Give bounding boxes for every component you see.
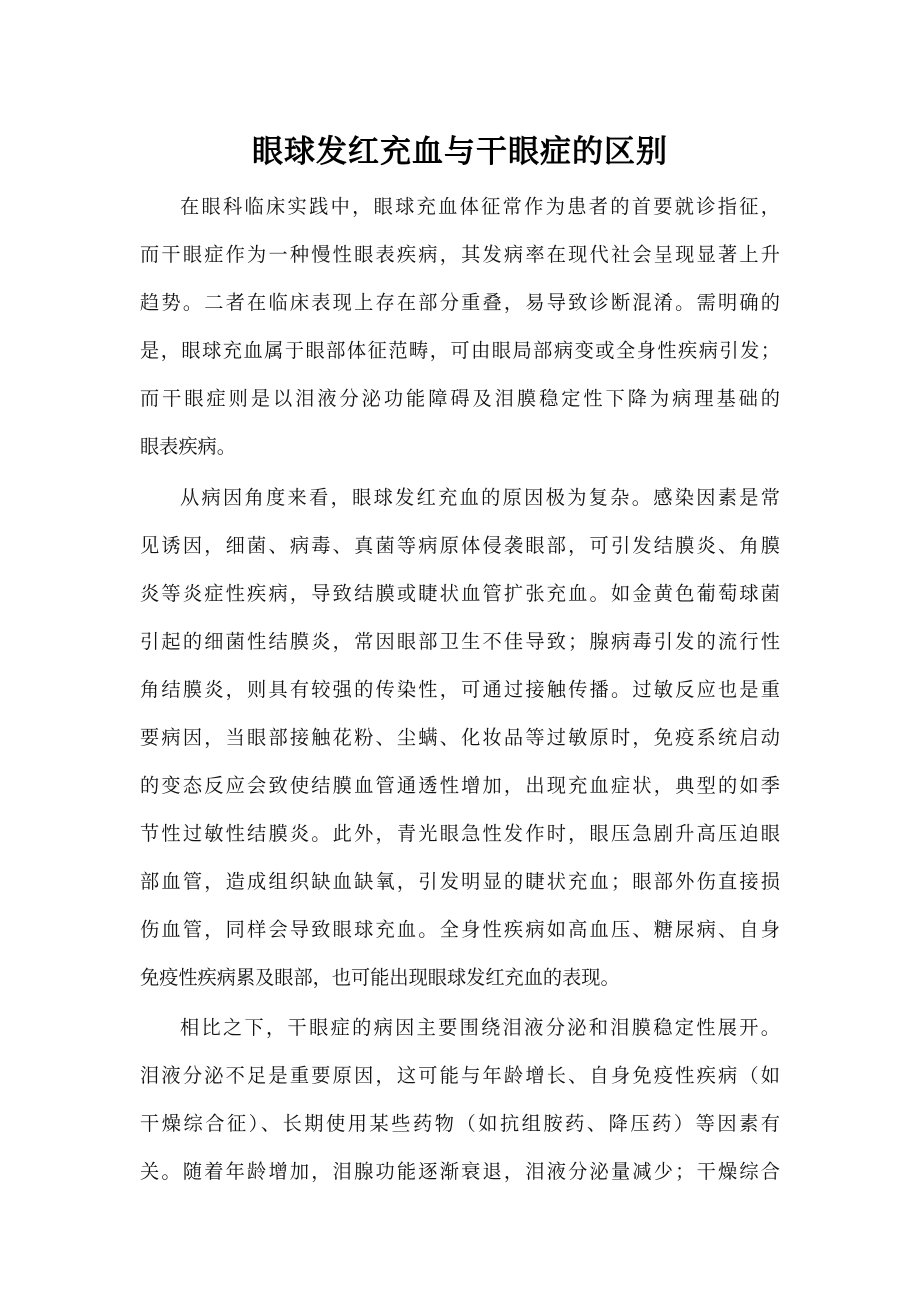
- text-line: 免疫性疾病累及眼部，也可能出现眼球发红充血的表现。: [140, 966, 620, 989]
- text-line: 要病因，当眼部接触花粉、尘螨、化妆品等过敏原时，免疫系统启动: [140, 726, 780, 749]
- document-title: 眼球发红充血与干眼症的区别: [252, 134, 668, 170]
- text-line: 趋势。二者在临床表现上存在部分重叠，易导致诊断混淆。需明确的: [140, 291, 780, 314]
- text-line: 而干眼症作为一种慢性眼表疾病，其发病率在现代社会呈现显著上升: [140, 243, 780, 266]
- text-line: 引起的细菌性结膜炎，常因眼部卫生不佳导致；腺病毒引发的流行性: [140, 630, 780, 653]
- paragraph-1: [140, 183, 780, 471]
- text-line: 干燥综合征）、长期使用某些药物（如抗组胺药、降压药）等因素有: [140, 1112, 780, 1135]
- text-line: 泪液分泌不足是重要原因，这可能与年龄增长、自身免疫性疾病（如: [140, 1064, 780, 1087]
- text-line: 节性过敏性结膜炎。此外，青光眼急性发作时，眼压急剧升高压迫眼: [140, 822, 780, 845]
- text-line: 眼表疾病。: [140, 435, 236, 458]
- text-line: 见诱因，细菌、病毒、真菌等病原体侵袭眼部，可引发结膜炎、角膜: [140, 534, 780, 557]
- text-line: 在眼科临床实践中，眼球充血体征常作为患者的首要就诊指征，: [180, 195, 780, 218]
- text-line: 伤血管，同样会导致眼球充血。全身性疾病如高血压、糖尿病、自身: [140, 918, 780, 941]
- text-line: 是，眼球充血属于眼部体征范畴，可由眼局部病变或全身性疾病引发；: [140, 339, 780, 362]
- text-line: 炎等炎症性疾病，导致结膜或睫状血管扩张充血。如金黄色葡萄球菌: [140, 582, 780, 605]
- paragraph-3: [140, 1004, 780, 1196]
- text-line: 而干眼症则是以泪液分泌功能障碍及泪膜稳定性下降为病理基础的: [140, 387, 780, 410]
- paragraph-2: [140, 474, 780, 1002]
- text-line: 部血管，造成组织缺血缺氧，引发明显的睫状充血；眼部外伤直接损: [140, 870, 780, 893]
- text-line: 从病因角度来看，眼球发红充血的原因极为复杂。感染因素是常: [180, 486, 780, 509]
- text-line: 角结膜炎，则具有较强的传染性，可通过接触传播。过敏反应也是重: [140, 678, 780, 701]
- text-line: 的变态反应会致使结膜血管通透性增加，出现充血症状，典型的如季: [140, 774, 780, 797]
- text-line: 相比之下，干眼症的病因主要围绕泪液分泌和泪膜稳定性展开。: [180, 1016, 780, 1039]
- text-line: 关。随着年龄增加，泪腺功能逐渐衰退，泪液分泌量减少；干燥综合: [140, 1160, 780, 1183]
